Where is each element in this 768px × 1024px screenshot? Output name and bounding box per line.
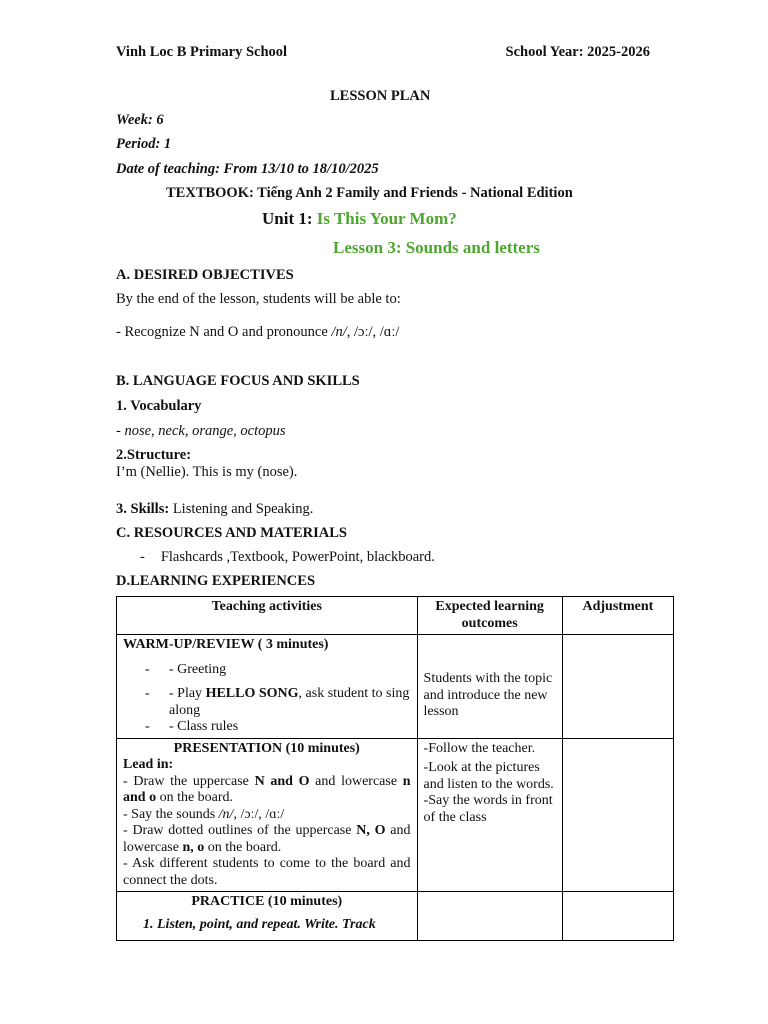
warmup-title: WARM-UP/REVIEW ( 3 minutes) — [123, 637, 329, 652]
resources-text: Flashcards ,Textbook, PowerPoint, blackboard. — [160, 549, 435, 565]
lesson-title: Lesson 3: Sounds and letters — [333, 238, 540, 257]
practice-activities — [117, 892, 418, 941]
presentation-adjustment — [562, 738, 673, 892]
document-title: LESSON PLAN — [330, 88, 431, 104]
vocabulary-heading: 1. Vocabulary — [116, 398, 202, 414]
column-expected-outcomes: Expected learning outcomes — [417, 597, 562, 635]
section-a-heading: A. DESIRED OBJECTIVES — [116, 267, 294, 283]
skills-label: 3. Skills: — [116, 501, 170, 517]
presentation-step-3: - Draw dotted outlines of the uppercase N, O and lowercase n, o on the board. — [123, 823, 411, 855]
warmup-adjustment — [562, 635, 673, 739]
column-teaching-activities: Teaching activities — [117, 597, 418, 635]
section-c-heading: C. RESOURCES AND MATERIALS — [116, 525, 347, 541]
presentation-outcomes — [417, 738, 562, 892]
resources-item — [140, 549, 435, 566]
warmup-item-greeting: - - Greeting — [145, 661, 227, 677]
warmup-outcome: Students with the topic and introduce the new lesson — [417, 635, 562, 739]
objective-item — [116, 324, 399, 341]
practice-title: PRACTICE (10 minutes) — [191, 894, 343, 909]
unit-title — [262, 209, 457, 229]
vocabulary-list: - nose, neck, orange, octopus — [116, 423, 286, 439]
structure-text: I’m (Nellie). This is my (nose). — [116, 464, 298, 480]
practice-item-1: 1. Listen, point, and repeat. Write. Track — [143, 916, 376, 932]
outcome-look: -Look at the pictures and listen to the words. — [423, 760, 554, 792]
objective-sound-n: /n/ — [331, 324, 347, 340]
outcome-follow: -Follow the teacher. — [423, 740, 536, 756]
table-row-warmup — [117, 635, 674, 739]
skills-line — [116, 501, 313, 518]
objectives-intro: By the end of the lesson, students will be able to: — [116, 291, 401, 307]
column-adjustment: Adjustment — [562, 597, 673, 635]
period-label: Period: 1 — [116, 136, 172, 152]
section-b-heading: B. LANGUAGE FOCUS AND SKILLS — [116, 373, 360, 389]
warmup-item-rules: - - Class rules — [145, 719, 239, 734]
warmup-activities — [117, 635, 418, 739]
objective-sounds-rest: , /ɔː/, /ɑː/ — [346, 324, 400, 340]
presentation-title: PRESENTATION (10 minutes) — [173, 740, 360, 756]
practice-adjustment — [562, 892, 673, 941]
learning-experiences-table — [116, 596, 674, 941]
presentation-step-4: - Ask different students to come to the board and connect the dots. — [123, 856, 411, 888]
practice-outcome — [417, 892, 562, 941]
presentation-activities — [117, 738, 418, 892]
presentation-step-1: - Draw the uppercase N and O and lowercase n and o on the board. — [123, 773, 411, 805]
section-d-heading: D.LEARNING EXPERIENCES — [116, 573, 316, 589]
objective-text: - Recognize N and O and pronounce — [116, 324, 332, 340]
skills-text: Listening and Speaking. — [169, 501, 314, 517]
outcome-say: -Say the words in front of the class — [423, 793, 553, 825]
week-label: Week: 6 — [116, 112, 164, 128]
unit-name: Is This Your Mom? — [316, 209, 457, 228]
table-header-row — [117, 597, 674, 635]
resources-dash: - — [140, 549, 145, 565]
presentation-step-2: - Say the sounds /n/, /ɔː/, /ɑː/ — [123, 806, 285, 822]
lead-in-label: Lead in: — [123, 757, 174, 772]
table-row-presentation — [117, 738, 674, 892]
structure-heading: 2.Structure: — [116, 447, 192, 463]
warmup-item-song: - - Play HELLO SONG, ask student to sing along — [145, 686, 410, 718]
unit-prefix: Unit 1: — [262, 209, 317, 228]
table-row-practice — [117, 892, 674, 941]
teaching-date: Date of teaching: From 13/10 to 18/10/2025 — [116, 161, 379, 177]
school-name: Vinh Loc B Primary School — [116, 44, 288, 60]
school-year: School Year: 2025-2026 — [505, 44, 650, 60]
textbook-line: TEXTBOOK: Tiếng Anh 2 Family and Friends - National Edition — [166, 185, 573, 201]
